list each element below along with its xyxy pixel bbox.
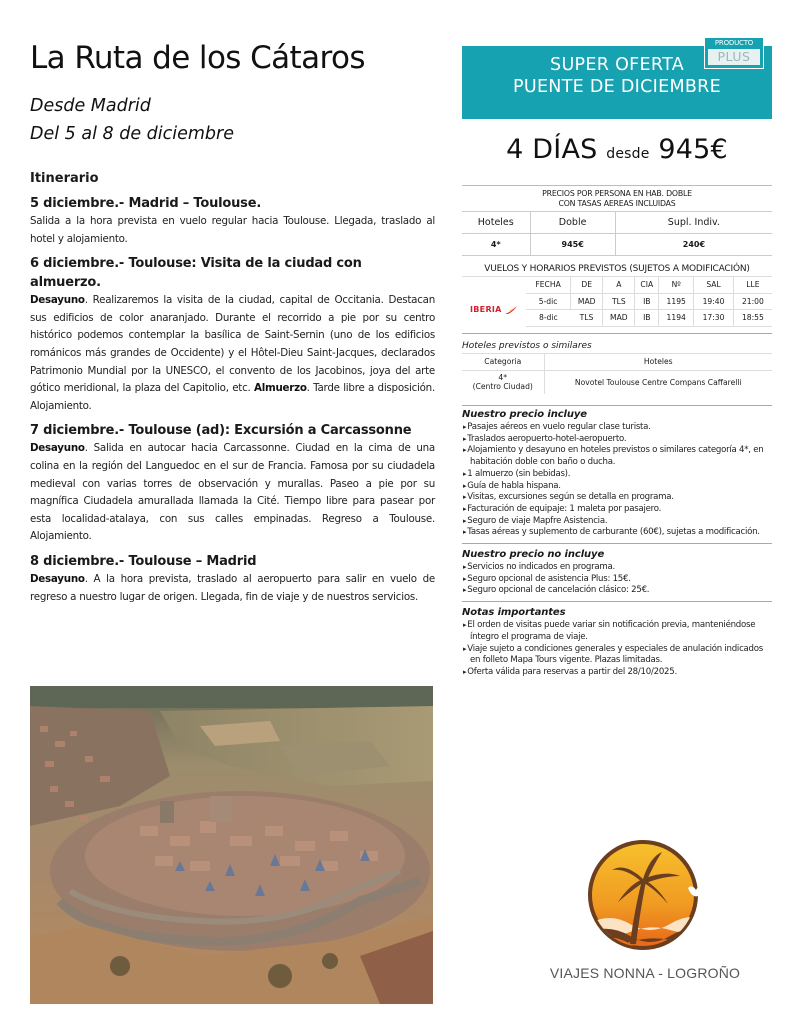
list-item: ▸ Oferta válida para reservas a partir del 28/10/2025. [462, 667, 772, 679]
column-header: Hoteles [462, 212, 530, 234]
day-title: 6 diciembre.- Toulouse: Visita de la ciudad con almuerzo. [30, 256, 362, 291]
list-item: ▸ Tasas aéreas y suplemento de carburante (60€), sujetas a modificación. [462, 527, 772, 539]
airline-logo [462, 293, 526, 326]
badge-bottom-label: PLUS [708, 49, 760, 65]
list-item: ▸ Traslados aeropuerto-hotel-aeropuerto. [462, 434, 772, 446]
flights-section [462, 256, 772, 327]
includes-heading: Nuestro precio incluye [462, 409, 587, 420]
table-cell: 21:00 [733, 293, 772, 310]
column-header: DE [571, 277, 603, 294]
list-item: ▸ Alojamiento y desayuno en hoteles previstos o similares categoría 4*, en habitación doble con baño o ducha. [462, 445, 772, 468]
meal-label: Almuerzo [253, 382, 307, 395]
column-header: A [603, 277, 635, 294]
airline-name: IBERIA [470, 305, 502, 314]
table-cell [462, 277, 526, 294]
table-cell: 1195 [659, 293, 694, 310]
table-cell: MAD [571, 293, 603, 310]
offer-line-1: SUPER OFERTA [550, 55, 684, 75]
day-title: 7 diciembre.- Toulouse (ad): Excursión a Carcassonne [30, 423, 412, 439]
table-cell: 240€ [615, 234, 772, 256]
list-item: ▸ 1 almuerzo (sin bebidas). [462, 469, 772, 481]
headline-price [462, 133, 772, 171]
flights-caption: VUELOS Y HORARIOS PREVISTOS (SUJETOS A MODIFICACIÓN) [484, 264, 750, 274]
day-description [30, 292, 435, 415]
table-header-row [462, 212, 772, 234]
table-cell: TLS [571, 310, 603, 327]
includes-section [462, 406, 772, 543]
day-text: . Realizaremos la visita de la ciudad, capital de Occitania. Destacan sus edificios de color anaranjado. Durante el recorrido a pie por su centro histórico podemos contemplar la basílica de Saint-Sernin (uno de los edificios románicos más grandes de Occidente) y el Hôtel-Dieu Saint-Jacques, declarados Patrimonio Mundial por la UNESCO, el convento de los Jacobinos, joya del arte gótico meridional, la plaza del Capitolio, etc. [30, 294, 435, 395]
offer-banner [462, 39, 772, 119]
table-cell: 19:40 [694, 293, 734, 310]
meal-label: Desayuno [30, 572, 85, 585]
agency-logo [530, 832, 760, 992]
prices-caption [462, 186, 772, 211]
day-description [30, 571, 435, 606]
excludes-heading: Nuestro precio no incluye [462, 549, 605, 561]
column-header: Categoria [462, 353, 544, 370]
list-item: ▸ Visitas, excursiones según se detalla en programa. [462, 492, 772, 504]
table-cell: TLS [603, 293, 635, 310]
hotels-section [462, 333, 772, 407]
table-cell: 18:55 [733, 310, 772, 327]
excludes-list [462, 562, 772, 597]
itinerary-day [30, 254, 435, 415]
table-cell: 5-dic [526, 293, 571, 310]
carcassonne-photo [30, 686, 433, 1004]
left-column [30, 38, 435, 606]
column-header: Nº [659, 277, 694, 294]
table-row [462, 234, 772, 256]
column-header: LLE [733, 277, 772, 294]
column-header: FECHA [526, 277, 571, 294]
itinerary-heading: Itinerario [30, 171, 99, 186]
aerial-city-image [30, 686, 433, 1004]
meal-label: Desayuno [30, 442, 85, 455]
column-header: Doble [530, 212, 615, 234]
notes-list [462, 620, 772, 679]
trip-dates: Del 5 al 8 de diciembre [30, 124, 234, 144]
notes-section [462, 601, 772, 683]
hotels-caption: Hoteles previstos o similares [462, 333, 772, 353]
column-header: SAL [694, 277, 734, 294]
notes-heading: Notas importantes [462, 607, 566, 619]
hotel-category: 4* [498, 373, 508, 383]
itinerary-day [30, 194, 435, 248]
table-cell: 17:30 [694, 310, 734, 327]
day-description [30, 213, 435, 248]
day-text: . Tarde libre a disposición. Alojamiento. [30, 382, 435, 412]
list-item: ▸ El orden de visitas puede variar sin notificación previa, manteniéndose íntegro el programa de viaje. [462, 620, 772, 643]
trip-origin: Desde Madrid [30, 96, 151, 116]
excludes-section [462, 543, 772, 601]
day-text: . A la hora prevista, traslado al aeropuerto para salir en vuelo de regreso a nuestro lugar de origen. Llegada, fin de viaje y de nuestros servicios. [30, 572, 435, 603]
day-text: . Salida en autocar hacia Carcassonne. Ciudad en la cima de una colina en la región del Languedoc en el sur de Francia. Famosa por su ciudadela medieval con varias torres de observación y murallas. Paseo a pie por su magnífica Ciudadela amurallada llamada la Cité. Tiempo libre para pasear por esta localidad-atalaya, con sus calles empinadas. Regreso a Toulouse. Alojamiento. [30, 442, 435, 543]
list-item: ▸ Viaje sujeto a condiciones generales y especiales de anulación indicados en folleto Mapa Tours vigente. Plazas limitadas. [462, 644, 772, 667]
flights-table [462, 276, 772, 327]
day-title: 5 diciembre.- Madrid – Toulouse. [30, 196, 262, 211]
day-title: 8 diciembre.- Toulouse – Madrid [30, 553, 257, 569]
table-cell: 1194 [659, 310, 694, 327]
agency-name: VIAJES NONNA - LOGROÑO [549, 965, 741, 981]
list-item: ▸ Seguro de viaje Mapfre Asistencia. [462, 516, 772, 528]
offer-line-2: PUENTE DE DICIEMBRE [512, 77, 721, 97]
includes-list [462, 422, 772, 539]
column-header: Hoteles [544, 353, 772, 370]
list-item: ▸ Seguro opcional de cancelación clásico: 25€. [462, 585, 772, 597]
table-cell: 8-dic [526, 310, 571, 327]
prices-caption-line: PRECIOS POR PERSONA EN HAB. DOBLE [542, 189, 692, 198]
table-header-row [462, 277, 772, 294]
table-cell [462, 370, 544, 394]
badge-top-label: PRODUCTO [714, 39, 754, 47]
list-item: ▸ Pasajes aéreos en vuelo regular clase turista. [462, 422, 772, 434]
iberia-wing-icon [504, 305, 518, 315]
list-item: ▸ Guía de habla hispana. [462, 481, 772, 493]
table-header-row [462, 353, 772, 370]
page-title: La Ruta de los Cátaros [30, 40, 365, 76]
itinerary-day [30, 552, 435, 606]
table-cell: IB [635, 293, 659, 310]
palm-sun-logo-icon [530, 832, 760, 962]
table-cell: MAD [603, 310, 635, 327]
table-cell: IB [635, 310, 659, 327]
list-item: ▸ Seguro opcional de asistencia Plus: 15€. [462, 574, 772, 586]
hotels-table [462, 353, 772, 395]
product-plus-badge [704, 37, 764, 69]
table-cell: 4* [462, 234, 530, 256]
prices-caption-line: CON TASAS AEREAS INCLUIDAS [558, 199, 676, 208]
prices-table-section [462, 185, 772, 256]
prices-table [462, 211, 772, 256]
from-label: desde [606, 146, 650, 162]
hotel-name: Novotel Toulouse Centre Compans Caffarelli [544, 370, 772, 394]
right-column [462, 36, 772, 683]
day-text: Salida a la hora prevista en vuelo regular hacia Toulouse. Llegada, traslado al hotel y alojamiento. [30, 215, 435, 245]
duration: 4 DÍAS [506, 134, 598, 165]
hotel-location: (Centro Ciudad) [472, 382, 533, 392]
table-cell: 945€ [530, 234, 615, 256]
day-description [30, 440, 435, 546]
iberia-logo [462, 305, 518, 315]
table-row [462, 370, 772, 394]
list-item: ▸ Facturación de equipaje: 1 maleta por pasajero. [462, 504, 772, 516]
itinerary-day [30, 421, 435, 546]
column-header: Supl. Indiv. [615, 212, 772, 234]
list-item: ▸ Servicios no indicados en programa. [462, 562, 772, 574]
table-row [462, 293, 772, 310]
column-header: CIA [635, 277, 659, 294]
divider [462, 394, 772, 406]
price-value: 945€ [658, 134, 728, 165]
meal-label: Desayuno [30, 294, 85, 307]
